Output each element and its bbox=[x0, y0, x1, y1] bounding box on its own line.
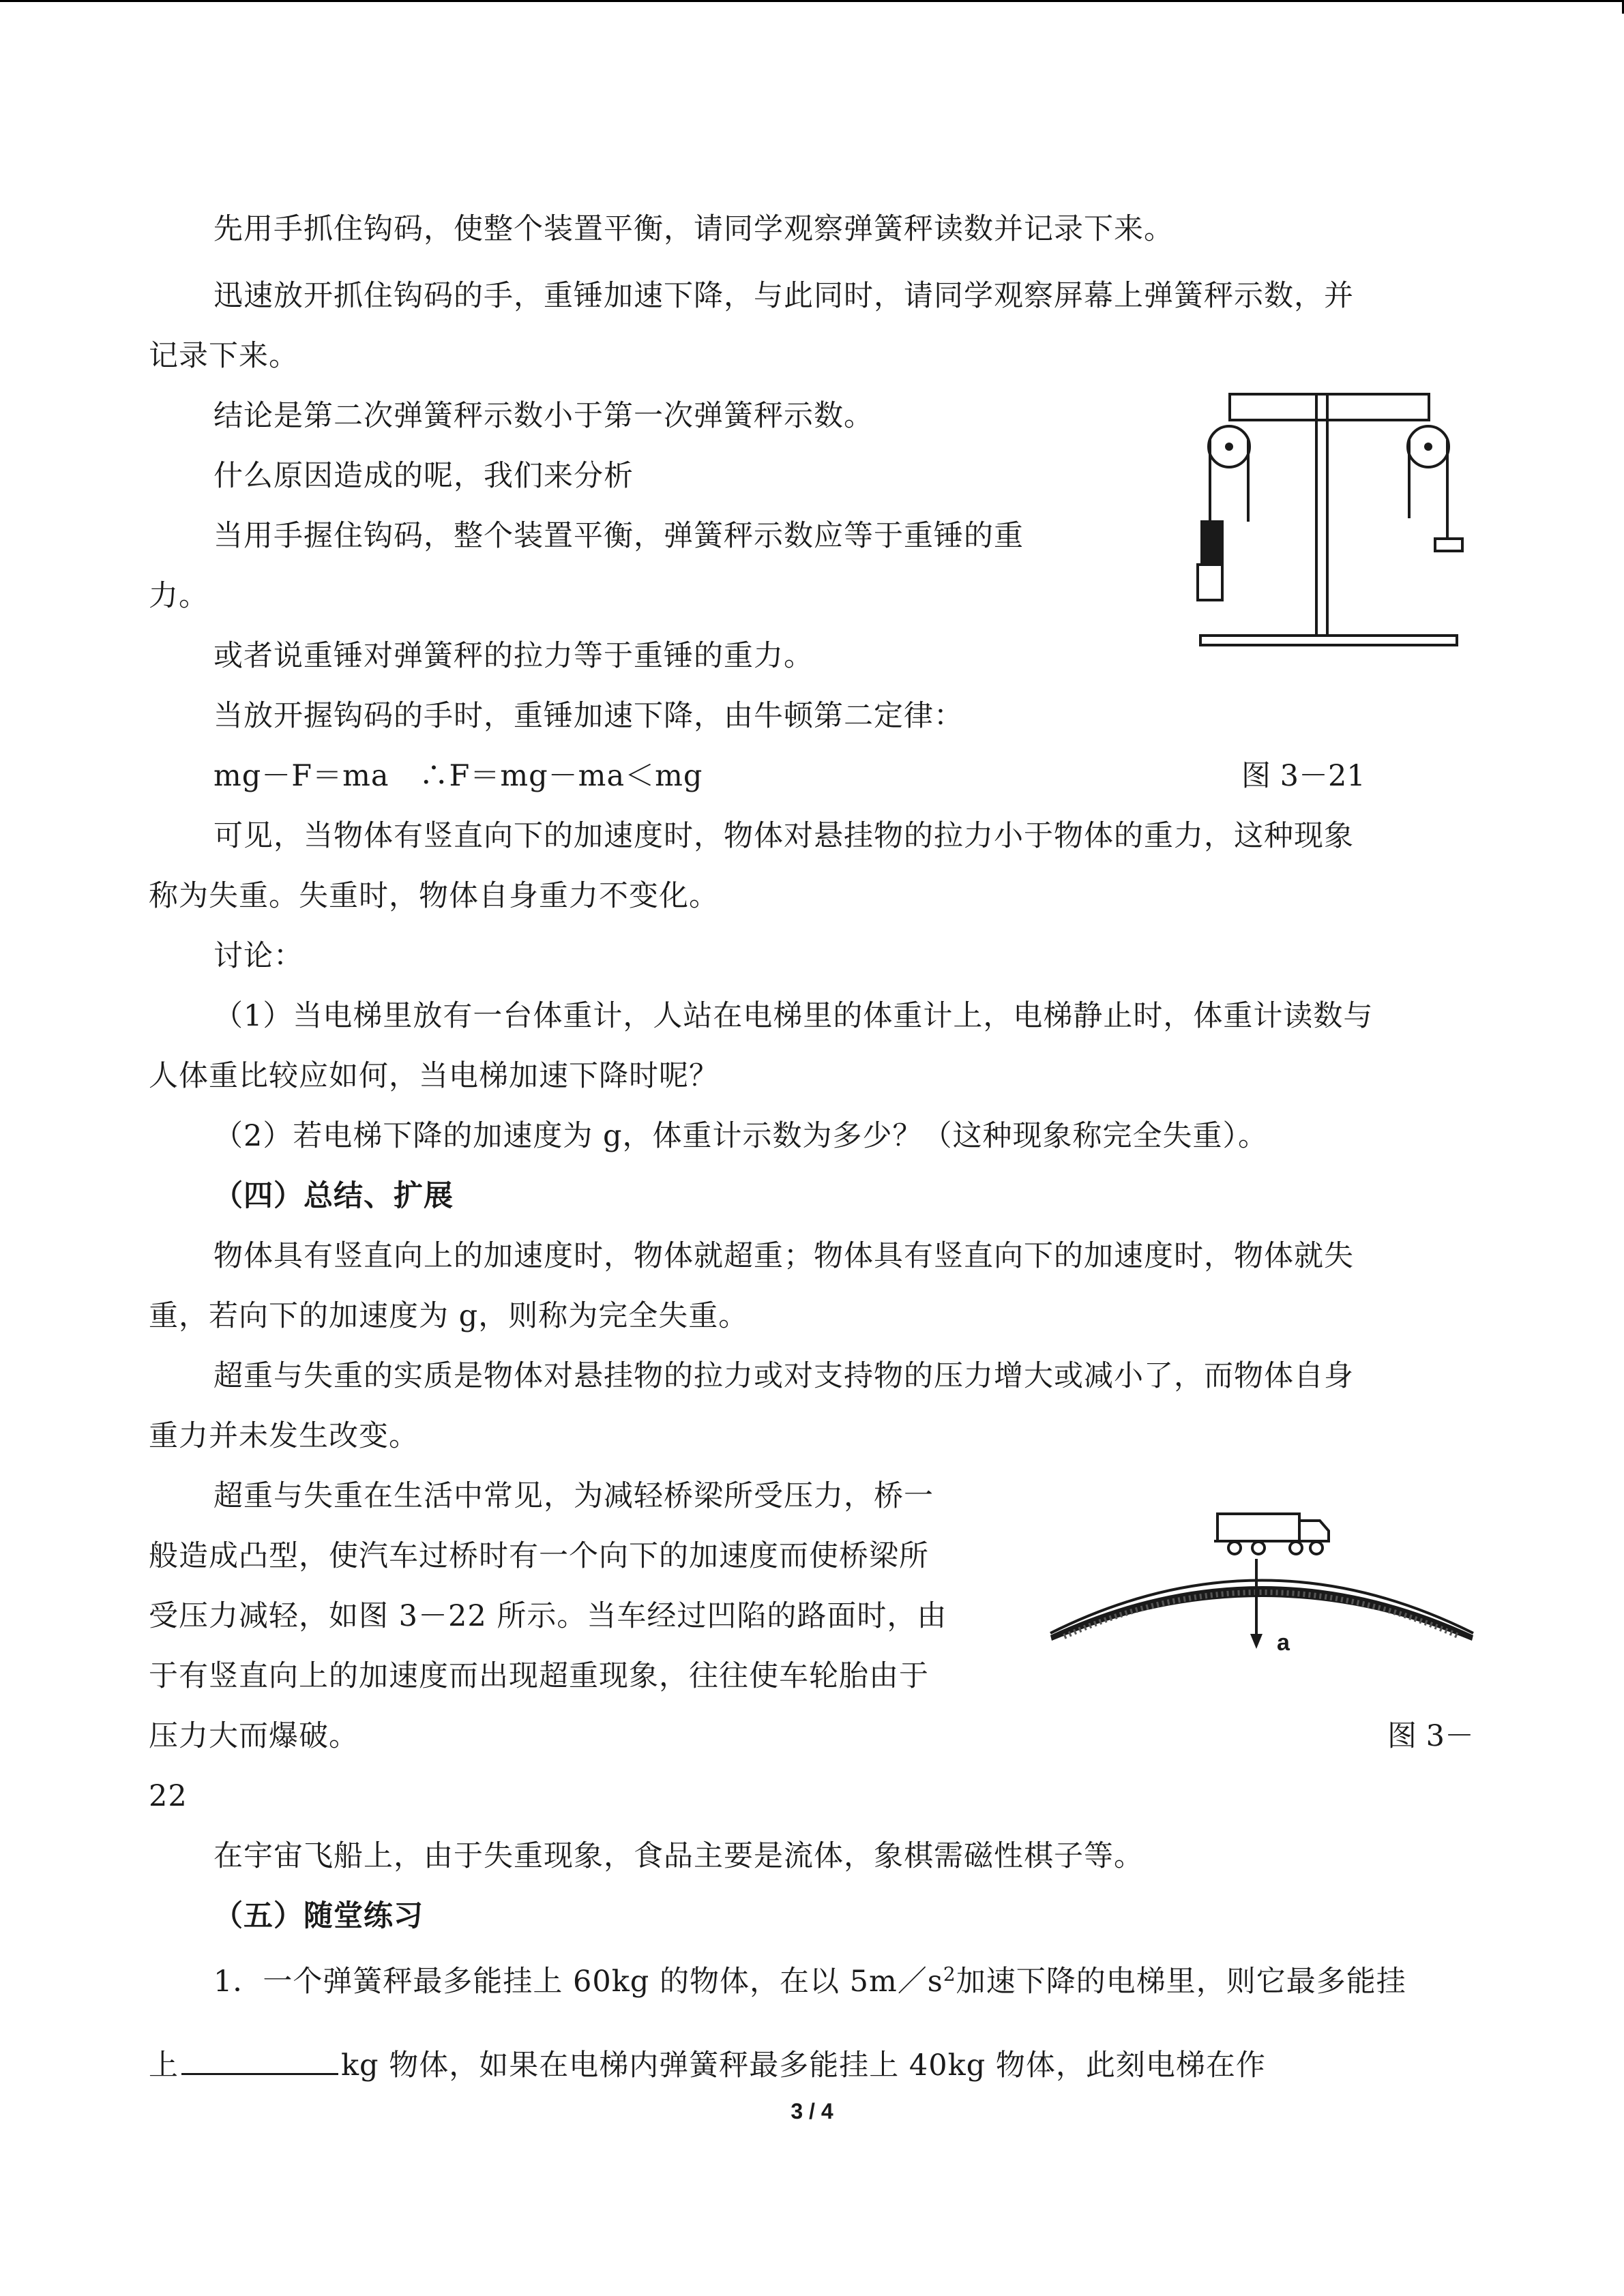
paragraph: 讨论： bbox=[213, 939, 304, 973]
figure-caption: 图 3－21 bbox=[1241, 759, 1365, 793]
question-text: kg 物体，如果在电梯内弹簧秤最多能挂上 40kg 物体，此刻电梯在作 bbox=[341, 2048, 1266, 2083]
paragraph: 超重与失重在生活中常见，为减轻桥梁所受压力，桥一 bbox=[213, 1479, 934, 1513]
paragraph: 记录下来。 bbox=[149, 339, 299, 373]
paragraph: 什么原因造成的呢，我们来分析 bbox=[213, 459, 634, 493]
hook-weight bbox=[1435, 539, 1462, 551]
paragraph: 在宇宙飞船上，由于失重现象，食品主要是流体，象棋需磁性棋子等。 bbox=[213, 1839, 1144, 1873]
paragraph: 或者说重锤对弹簧秤的拉力等于重锤的重力。 bbox=[213, 639, 814, 673]
base-plate bbox=[1200, 636, 1457, 645]
paragraph: 人体重比较应如何，当电梯加速下降时呢？ bbox=[149, 1059, 719, 1093]
exercise-question bbox=[213, 1961, 1406, 2002]
question-text: 加速下降的电梯里，则它最多能挂 bbox=[956, 1965, 1406, 1999]
paragraph: 受压力减轻，如图 3－22 所示。当车经过凹陷的路面时，由 bbox=[149, 1599, 947, 1633]
pulley-apparatus-figure bbox=[1187, 382, 1473, 655]
paragraph: 压力大而爆破。 bbox=[149, 1719, 359, 1753]
section-heading: （五）随堂练习 bbox=[213, 1899, 424, 1933]
arched-bridge bbox=[1050, 1586, 1473, 1641]
bridge-truck-figure bbox=[1044, 1500, 1480, 1684]
paragraph: 可见，当物体有竖直向下的加速度时，物体对悬挂物的拉力小于物体的重力，这种现象 bbox=[213, 819, 1354, 853]
paragraph: 当放开握钩码的手时，重锤加速下降，由牛顿第二定律： bbox=[213, 699, 964, 733]
paragraph: 先用手抓住钩码，使整个装置平衡，请同学观察弹簧秤读数并记录下来。 bbox=[213, 212, 1174, 246]
exercise-question bbox=[149, 2043, 1266, 2086]
paragraph: 重，若向下的加速度为 g，则称为完全失重。 bbox=[149, 1299, 749, 1333]
paragraph: 称为失重。失重时，物体自身重力不变化。 bbox=[149, 879, 719, 913]
paragraph: 物体具有竖直向上的加速度时，物体就超重；物体具有竖直向下的加速度时，物体就失 bbox=[213, 1239, 1354, 1273]
top-beam bbox=[1230, 394, 1429, 420]
paragraph: 22 bbox=[149, 1779, 188, 1813]
spring-scale bbox=[1202, 522, 1222, 563]
acceleration-label: a bbox=[1277, 1630, 1290, 1656]
paragraph: 超重与失重的实质是物体对悬挂物的拉力或对支持物的压力增大或减小了，而物体自身 bbox=[213, 1359, 1354, 1393]
equation: mg－F＝ma ∴F＝mg－ma＜mg bbox=[213, 759, 703, 793]
superscript: 2 bbox=[943, 1963, 956, 1986]
page-border-top bbox=[0, 0, 1624, 2]
paragraph: 结论是第二次弹簧秤示数小于第一次弹簧秤示数。 bbox=[213, 399, 874, 433]
paragraph: 般造成凸型，使汽车过桥时有一个向下的加速度而使桥梁所 bbox=[149, 1539, 929, 1573]
paragraph: （2）若电梯下降的加速度为 g，体重计示数为多少？（这种现象称完全失重）。 bbox=[213, 1119, 1269, 1153]
paragraph: 当用手握住钩码，整个装置平衡，弹簧秤示数应等于重锤的重 bbox=[213, 519, 1024, 553]
truck-icon bbox=[1214, 1514, 1330, 1554]
paragraph: 重力并未发生改变。 bbox=[149, 1419, 419, 1453]
paragraph: （1）当电梯里放有一台体重计，人站在电梯里的体重计上，电梯静止时，体重计读数与 bbox=[213, 999, 1374, 1033]
section-heading: （四）总结、扩展 bbox=[213, 1179, 454, 1213]
question-text: 上 bbox=[149, 2048, 179, 2083]
paragraph: 迅速放开抓住钩码的手，重锤加速下降，与此同时，请同学观察屏幕上弹簧秤示数，并 bbox=[213, 279, 1354, 313]
page-number: 3 / 4 bbox=[791, 2099, 833, 2123]
paragraph: 力。 bbox=[149, 579, 209, 613]
heavy-weight bbox=[1198, 565, 1222, 600]
figure-caption: 图 3－ bbox=[1387, 1719, 1475, 1753]
question-text: 1．一个弹簧秤最多能挂上 60kg 的物体，在以 5m／s bbox=[213, 1965, 943, 1999]
paragraph: 于有竖直向上的加速度而出现超重现象，往往使车轮胎由于 bbox=[149, 1659, 929, 1693]
answer-blank[interactable] bbox=[181, 2043, 338, 2075]
